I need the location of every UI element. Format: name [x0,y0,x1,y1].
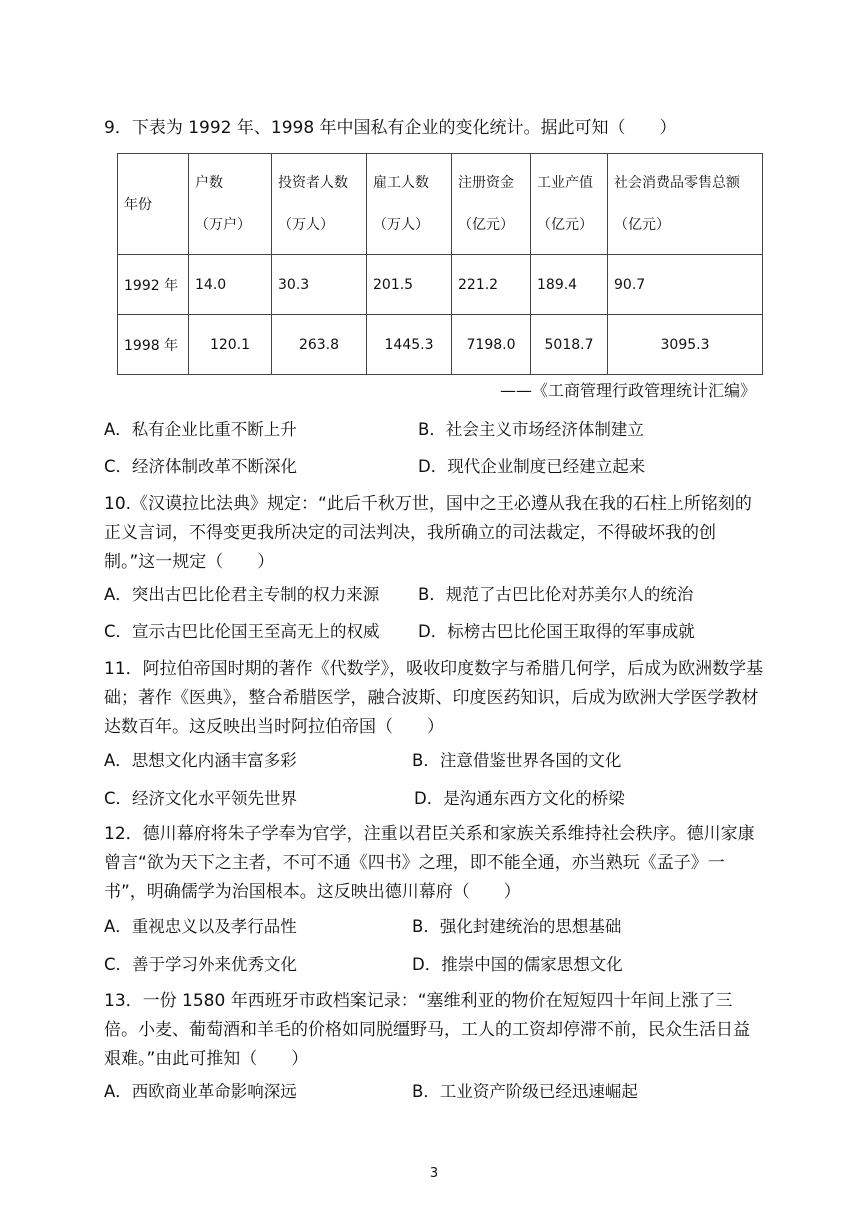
question-9-stem: 9．下表为 1992 年、1998 年中国私有企业的变化统计。据此可知（ ） [104,118,677,138]
question-10-stem: 10.《汉谟拉比法典》规定：“此后千秋万世，国中之王必遵从我在我的石柱上所铭刻的正义言词，不得变更我所决定的司法判决，我所确立的司法裁定，不得破坏我的创制。”这一规定（ ） [104,494,752,572]
header-cell: 雇工人数 （万人） [367,154,452,255]
table-cell: 30.3 [272,255,367,315]
q11-option-c[interactable]: C．经济文化水平领先世界 [104,789,298,808]
year-cell: 1992 年 [118,255,189,315]
header-cell: 户数 （万户） [189,154,272,255]
q11-option-d[interactable]: D．是沟通东西方文化的桥梁 [414,789,625,808]
header-cell: 社会消费品零售总额 （亿元） [608,154,763,255]
table-cell: 201.5 [367,255,452,315]
q9-option-d[interactable]: D．现代企业制度已经建立起来 [418,457,646,476]
table-header-row [118,154,763,255]
q12-option-d[interactable]: D．推崇中国的儒家思想文化 [412,955,623,974]
table-cell: 221.2 [452,255,531,315]
q12-option-c[interactable]: C．善于学习外来优秀文化 [104,955,298,974]
header-cell: 注册资金 （亿元） [452,154,531,255]
table-row [118,255,763,315]
q12-option-b[interactable]: B．强化封建统治的思想基础 [412,917,622,936]
table-cell: 7198.0 [452,315,531,375]
year-cell: 1998 年 [118,315,189,375]
header-cell: 工业产值 （亿元） [531,154,608,255]
table-cell: 3095.3 [608,315,763,375]
year-header-cell: 年份 [118,154,189,255]
table-row [118,315,763,375]
table-cell: 5018.7 [531,315,608,375]
q13-option-b[interactable]: B．工业资产阶级已经迅速崛起 [412,1082,638,1101]
header-cell: 投资者人数 （万人） [272,154,367,255]
q10-option-b[interactable]: B．规范了古巴比伦对苏美尔人的统治 [418,585,694,604]
page-number: 3 [429,1166,439,1181]
q13-option-a[interactable]: A．西欧商业革命影响深远 [104,1082,297,1101]
q9-option-c[interactable]: C．经济体制改革不断深化 [104,457,298,476]
q9-option-b[interactable]: B．社会主义市场经济体制建立 [418,420,644,439]
table-cell: 1445.3 [367,315,452,375]
question-13-stem: 13．一份 1580 年西班牙市政档案记录：“塞维利亚的物价在短短四十年间上涨了三倍。小麦、葡萄酒和羊毛的价格如同脱缰野马，工人的工资却停滞不前，民众生活日益艰难。”由此可推知（ ） [104,991,750,1069]
q11-option-a[interactable]: A．思想文化内涵丰富多彩 [104,751,297,770]
table-cell: 14.0 [189,255,272,315]
q10-option-d[interactable]: D．标榜古巴比伦国王取得的军事成就 [418,622,695,641]
stats-table [117,153,763,375]
question-11-stem: 11．阿拉伯帝国时期的著作《代数学》，吸收印度数字与希腊几何学，后成为欧洲数学基础；著作《医典》，整合希腊医学，融合波斯、印度医药知识，后成为欧洲大学医学教材达数百年。这反映出当时阿拉伯帝国（ ） [104,659,764,737]
q12-option-a[interactable]: A．重视忠义以及孝行品性 [104,917,297,936]
q10-option-a[interactable]: A．突出古巴比伦君主专制的权力来源 [104,585,380,604]
q10-option-c[interactable]: C．宣示古巴比伦国王至高无上的权威 [104,622,380,641]
table-cell: 189.4 [531,255,608,315]
q9-option-a[interactable]: A．私有企业比重不断上升 [104,420,297,439]
question-12-stem: 12．德川幕府将朱子学奉为官学，注重以君臣关系和家族关系维持社会秩序。德川家康曾言“欲为天下之主者，不可不通《四书》之理，即不能全通，亦当熟玩《孟子》一书”，明确儒学为治国根本。这反映出德川幕府（ ） [104,824,755,902]
table-cell: 263.8 [272,315,367,375]
table-cell: 120.1 [189,315,272,375]
q11-option-b[interactable]: B．注意借鉴世界各国的文化 [412,751,622,770]
table-cell: 90.7 [608,255,763,315]
table-source: ——《工商管理行政管理统计汇编》 [499,381,756,400]
